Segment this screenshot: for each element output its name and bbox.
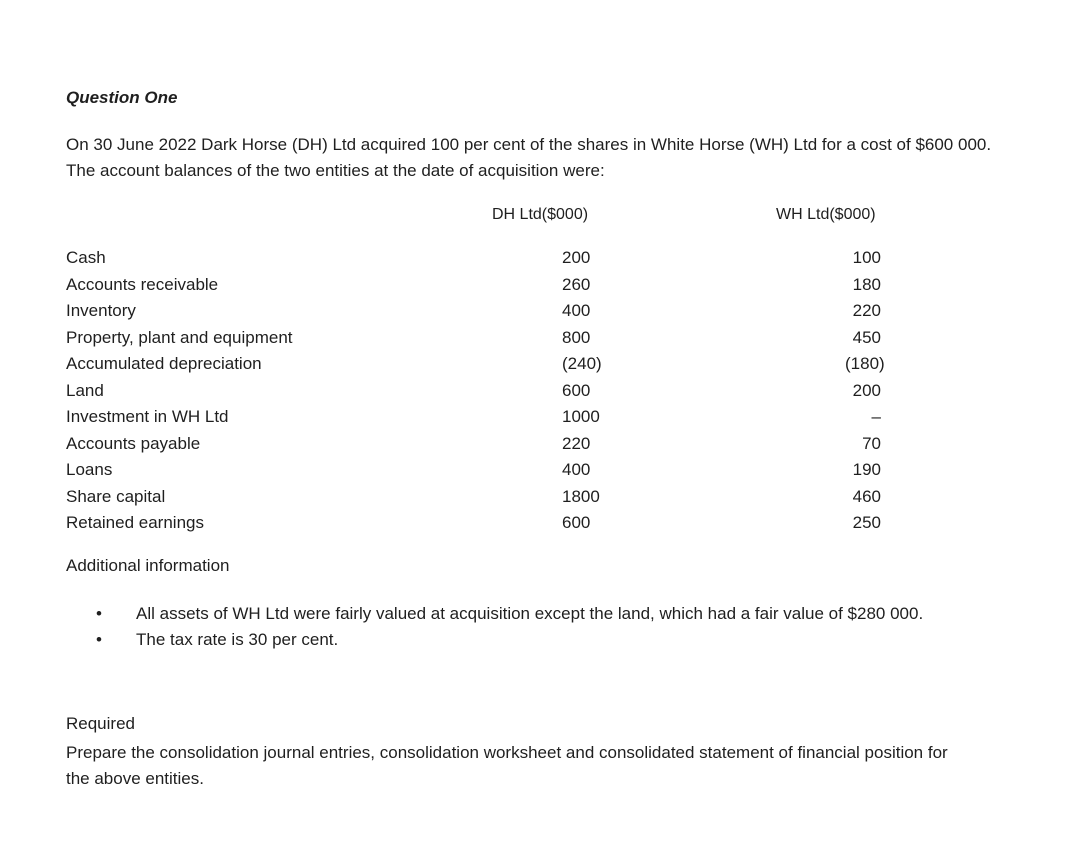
dh-value: 260 <box>562 274 591 294</box>
table-row <box>0 381 1080 408</box>
dh-value: 600 <box>562 513 591 532</box>
row-label: Investment in WH Ltd <box>66 407 229 426</box>
wh-value: 190 <box>852 460 881 479</box>
wh-value: 250 <box>852 513 881 532</box>
table-row <box>0 328 1080 355</box>
dh-column-header: DH Ltd($000) <box>492 206 589 223</box>
dh-value: 1000 <box>562 407 600 426</box>
row-label: Inventory <box>66 301 136 320</box>
required-heading: Required <box>66 714 135 733</box>
question-intro: On 30 June 2022 Dark Horse (DH) Ltd acquired 100 per cent of the shares in White Horse (WH) Ltd for a cost of $600 000. The account balances of the two entities at the date of acquisition were: <box>66 135 992 180</box>
additional-info-heading: Additional information <box>66 556 230 575</box>
additional-info-list <box>0 601 1080 653</box>
bullet-icon: • <box>96 604 102 623</box>
bullet-icon: • <box>96 630 102 649</box>
row-label: Accounts payable <box>66 433 201 453</box>
wh-value: 450 <box>852 327 881 347</box>
wh-value: 180 <box>852 274 881 294</box>
dh-value: 400 <box>562 301 591 320</box>
wh-column-header: WH Ltd($000) <box>776 206 876 223</box>
wh-value: 220 <box>852 301 881 320</box>
wh-value: 460 <box>852 486 881 506</box>
dh-value: 1800 <box>562 486 600 506</box>
table-row <box>0 434 1080 461</box>
required-text: Prepare the consolidation journal entries, consolidation worksheet and consolidated statement of financial position for the above entities. <box>66 743 948 788</box>
table-row <box>0 275 1080 302</box>
dh-value: 220 <box>562 433 591 453</box>
row-label: Property, plant and equipment <box>66 327 293 347</box>
row-label: Retained earnings <box>66 513 204 532</box>
wh-value: 200 <box>852 380 881 400</box>
table-row <box>0 248 1080 275</box>
dh-value: 800 <box>562 327 591 347</box>
wh-value: 70 <box>862 433 881 453</box>
bullet-text: All assets of WH Ltd were fairly valued at acquisition except the land, which had a fair value of $280 000. <box>136 604 924 623</box>
row-label: Cash <box>66 248 106 267</box>
table-row <box>0 487 1080 514</box>
row-label: Accounts receivable <box>66 274 219 294</box>
wh-value: 100 <box>852 248 881 267</box>
bullet-text: The tax rate is 30 per cent. <box>136 630 339 649</box>
dh-value: (240) <box>562 354 602 373</box>
question-title: Question One <box>66 88 178 107</box>
row-label: Accumulated depreciation <box>66 354 262 373</box>
wh-value: (180) <box>845 354 885 373</box>
dh-value: 600 <box>562 380 591 400</box>
list-item <box>0 601 996 627</box>
table-row <box>0 354 1080 381</box>
table-row <box>0 513 1080 540</box>
dh-value: 200 <box>562 248 591 267</box>
row-label: Land <box>66 380 104 400</box>
row-label: Share capital <box>66 486 166 506</box>
table-row <box>0 301 1080 328</box>
wh-value: – <box>871 407 881 426</box>
account-balances-table <box>0 248 1080 540</box>
list-item <box>0 627 996 653</box>
table-row <box>0 407 1080 434</box>
dh-value: 400 <box>562 460 591 479</box>
table-row <box>0 460 1080 487</box>
row-label: Loans <box>66 460 113 479</box>
